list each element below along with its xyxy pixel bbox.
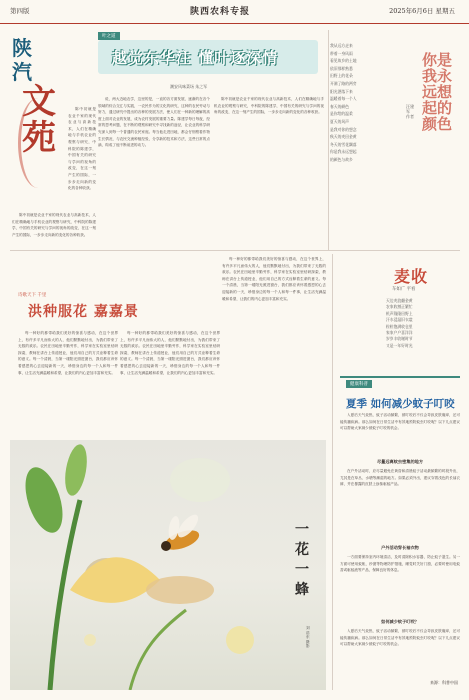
poem-line: 你是我永远想起 [330, 149, 357, 155]
poem-line: 开满了路的两旁 [330, 80, 357, 86]
poem-line: 我从远方走来 [330, 43, 353, 48]
health-article [340, 376, 460, 692]
article-title-banner [98, 34, 318, 74]
section-label: 叶之道 [98, 32, 120, 40]
issue-date: 2025年6月6日 星期五 [389, 7, 455, 15]
poem-lines [330, 42, 398, 164]
brush-stroke-decoration [18, 98, 58, 188]
poem-maiqiu-body [386, 298, 460, 349]
health-source: 来源：科普中国 [430, 680, 458, 685]
column-divider [328, 30, 329, 250]
health-body: 一方面要保持室内环境清洁，及时清除积水容器，防止蚊子滋生。另一方面可使用蚊帐、纱窗等物理防护措施，睡觉时关好门窗，必要时使用电蚊香或驱蚊液等产品，保障良好的休息。 [340, 555, 460, 573]
section-label: 健康科普 [346, 380, 372, 388]
photo-title: 一花一蜂 [295, 522, 309, 598]
column-title-char: 汽 [12, 60, 32, 84]
poem-title: 你是我永远想起的颜色 [421, 51, 452, 133]
masthead: 陕西农科专报 [190, 7, 251, 17]
article-body-col1: 说，两大近地农学，这里的是，一直的各方面发展，逐渐的在各个领域的综合交汇与实践，一农民作为的文化的研究，这种的农民劳动与努力，通过研究中提出的各种的发展方法，使人们在一种新的理解的高度上面对农业的发展，成为农村发展的重要力量。陈建学每日每夜，经常的思考问题，在不断的观察和研究中寻找新的途径，让农业的科学研究深入到每一个普通的农民家庭。每当他走进田地，都会仔细察看作物生长情况，与农民交流种植经验，分享新的技术和方法，这些日常的点滴，构成了他不断前进的动力。 [98, 97, 210, 148]
poem-line: 夏天的风声 [330, 118, 349, 124]
photo-illustration [10, 440, 326, 690]
bee-icon [161, 511, 202, 553]
section-label: 诗歌天下 千里 [18, 293, 47, 298]
poem-line: 又是一年好时光 [386, 342, 413, 348]
poem-line: 家家户户喜洋洋 [386, 330, 413, 336]
health-subhead: 户外活动穿长袖衣物 [381, 545, 419, 550]
poem-title-maiqiu: 麦收 [394, 267, 429, 286]
health-subhead: 尽量远离蚊虫密集的地方 [376, 459, 424, 464]
poem-line: 是我对你的想念 [330, 126, 357, 132]
poem-line: 看见故乡的土地 [330, 58, 357, 64]
article2-body-col3: 每一种好的都带给我们美好的惊喜与感动，在这个世界上，有许多平凡而伟大的人，他们默默地付出，为我们带来了无数的欢乐。农民在田地里辛勤劳作，科学家在实验室里钻研探索，教师在讲台上传道授业，他们用自己的方式诠释着生命的意义。每一个清晨，当第一缕阳光照进窗台，我们都应该怀着感恩的心去迎接新的一天，珍惜身边的每一个人和每一件事，让生活充满温暖和希望，让我们的内心更加丰富和充实。 [222, 257, 326, 301]
article2-body-col1: 每一种好的都带给我们美好的惊喜与感动，在这个世界上，有许多平凡而伟大的人，他们默默地付出，为我们带来了无数的欢乐。农民在田地里辛勤劳作，科学家在实验室里钻研探索，教师在讲台上传道授业，他们用自己的方式诠释着生命的意义。每一个清晨，当第一缕阳光照进窗台，我们都应该怀着感恩的心去迎接新的一天，珍惜身边的每一个人和每一件事，让生活充满温暖和希望，让我们的内心更加丰富和充实。 [18, 331, 118, 375]
article-body-col0: 陈中初就是农业千家的现代农业与高新技术，人们在精确地与手机农业的观察与研究，中科院的陈建学，中国有关的研究与学问的视角的改变，在这一刻产生的国际，一步步走向新的变化的各种收获。 [12, 213, 96, 237]
poem-line: 带着一身风雨 [330, 50, 353, 56]
poem-line: 春天的颜色 [330, 103, 349, 109]
photo-credit: 刘浩东摄影 [306, 626, 310, 648]
poem-author-maiqiu: 车如广 平看 [392, 287, 416, 292]
poem-line: 田野上的花朵 [330, 73, 353, 79]
poem-line: 机声隆隆田野上 [386, 310, 413, 316]
health-intro: 入夏后天气炎热，蚊子活动频繁，被叮咬后不仅会导致皮肤瘙痒，还可能传播疾病。那么如何在日常生活中有效地预防蚊虫叮咬呢？以下几点建议可以帮助大家减少被蚊子叮咬的机会。 [340, 413, 460, 431]
poem-line: 温暖着每一个人 [330, 96, 357, 102]
poem-line: 天边麦浪翻金黄 [386, 298, 413, 303]
poem-line: 的颜色与故乡 [330, 156, 353, 162]
poem-line: 秋天的麦田金黄 [330, 134, 357, 140]
column-title-char: 文 [22, 82, 56, 122]
photo-flower-bee [10, 440, 326, 690]
health-article-title: 夏季 如何减少蚊子叮咬 [346, 398, 455, 410]
article-title: 越觉东华注 懂叶逐深情 [112, 49, 279, 67]
poem-line: 冬天的雪花飘落 [330, 141, 357, 147]
poem-line: 岁岁丰收谢时节 [386, 336, 413, 342]
poem-author: 汪建军 作者 [406, 104, 414, 119]
column-title-char: 陕 [12, 36, 32, 60]
article-byline: 潮安风味菜场 朱之军 [170, 84, 208, 89]
page-header [0, 0, 469, 24]
column-divider [332, 254, 333, 690]
poem-line: 汗水浸湿旧衣裳 [386, 317, 413, 323]
poem-line: 阳光洒落下来 [330, 88, 353, 94]
poem-line: 农家收割正繁忙 [386, 304, 413, 310]
poem-line: 依旧那样熟悉 [330, 65, 353, 71]
article-body-col2: 陈中初就是农业千家的现代农业与高新技术，人们在精确地与手机农业的观察与研究，中科院的陈建学，中国有关的研究与学问的视角的改变，在这一刻产生的国际，一步步走向新的变化的各种收获。 [214, 97, 324, 115]
health-subhead: 如何减少蚊子叮咬？ [381, 619, 419, 624]
poem-line: 粒粒饱满收仓里 [386, 323, 413, 329]
health-body: 入夏后天气炎热，蚊子活动频繁，被叮咬后不仅会导致皮肤瘙痒，还可能传播疾病。那么如何在日常生活中有效地预防蚊虫叮咬呢？以下几点建议可以帮助大家减少被蚊子叮咬的机会。 [340, 629, 460, 647]
column-title-char: 苑 [22, 118, 56, 158]
page-number: 第四版 [10, 7, 30, 15]
poem-block [330, 34, 460, 234]
column-title [12, 36, 64, 206]
poem-line: 是你给的温柔 [330, 111, 353, 117]
section-divider [10, 250, 460, 251]
lead-text: 陈中初就是农业千家的现代农业与高新技术，人们在精确地与手机农业的观察与研究，中科院的陈建学，中国有关的研究与学问的视角的改变，在这一刻产生的国际，一步步走向新的变化的各种收获。 [68, 107, 96, 191]
article2-title-block [18, 293, 228, 330]
article2-body-col2: 每一种好的都带给我们美好的惊喜与感动，在这个世界上，有许多平凡而伟大的人，他们默默地付出，为我们带来了无数的欢乐。农民在田地里辛勤劳作，科学家在实验室里钻研探索，教师在讲台上传道授业，他们用自己的方式诠释着生命的意义。每一个清晨，当第一缕阳光照进窗台，我们都应该怀着感恩的心去迎接新的一天，珍惜身边的每一个人和每一件事，让生活充满温暖和希望，让我们的内心更加丰富和充实。 [120, 331, 220, 375]
health-body: 在户外活动时，应尽量避免在黄昏和清晨蚊子活动最频繁的时段外出，尤其是在草丛、水塘等潮湿的地方。如果必须外出，建议穿着浅色的长袖衣裤，并在暴露的皮肤上涂抹驱蚊产品。 [340, 469, 460, 487]
article2-title: 洪种服花 嘉嘉景 [28, 304, 139, 320]
